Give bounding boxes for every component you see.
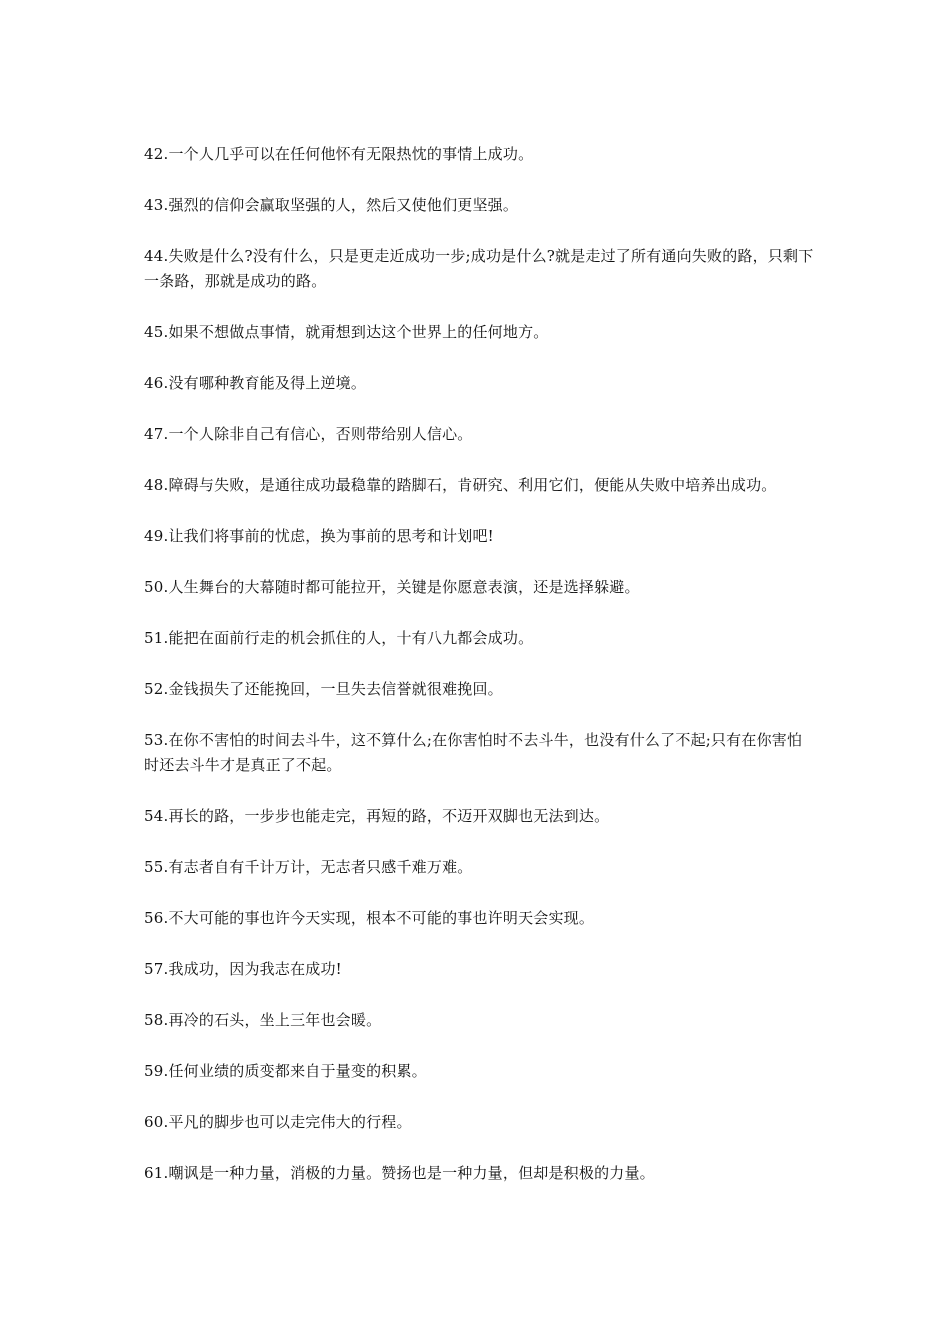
quote-item <box>144 320 814 345</box>
quote-number: 56. <box>144 909 169 927</box>
quote-number: 52. <box>144 680 169 698</box>
quote-item <box>144 422 814 447</box>
quote-text: 平凡的脚步也可以走完伟大的行程。 <box>168 1113 412 1131</box>
quote-number: 48. <box>144 476 169 494</box>
quote-number: 54. <box>144 807 169 825</box>
quote-text: 障碍与失败，是通往成功最稳靠的踏脚石，肯研究、利用它们，便能从失败中培养出成功。 <box>168 476 777 494</box>
quote-number: 50. <box>144 578 169 596</box>
quote-item <box>144 142 814 167</box>
quote-item <box>144 575 814 600</box>
quote-text: 在你不害怕的时间去斗牛，这不算什么;在你害怕时不去斗牛，也没有什么了不起;只有在你害怕时还去斗牛才是真正了不起。 <box>144 731 803 774</box>
quote-number: 53. <box>144 731 169 749</box>
quote-text: 不大可能的事也许今天实现，根本不可能的事也许明天会实现。 <box>168 909 595 927</box>
quote-item <box>144 728 814 778</box>
quote-number: 44. <box>144 247 169 265</box>
quote-item <box>144 626 814 651</box>
quote-text: 我成功，因为我志在成功! <box>168 960 342 978</box>
quote-text: 再冷的石头，坐上三年也会暖。 <box>168 1011 382 1029</box>
quote-text: 金钱损失了还能挽回，一旦失去信誉就很难挽回。 <box>168 680 503 698</box>
quote-number: 59. <box>144 1062 169 1080</box>
quote-item <box>144 1161 814 1186</box>
quote-number: 60. <box>144 1113 169 1131</box>
quote-number: 49. <box>144 527 169 545</box>
quote-list <box>144 142 814 1212</box>
quote-text: 能把在面前行走的机会抓住的人，十有八九都会成功。 <box>168 629 534 647</box>
quote-item <box>144 906 814 931</box>
quote-text: 再长的路，一步步也能走完，再短的路，不迈开双脚也无法到达。 <box>168 807 610 825</box>
quote-item <box>144 1110 814 1135</box>
quote-text: 如果不想做点事情，就甭想到达这个世界上的任何地方。 <box>168 323 549 341</box>
quote-item <box>144 804 814 829</box>
quote-number: 58. <box>144 1011 169 1029</box>
quote-item <box>144 1059 814 1084</box>
quote-text: 人生舞台的大幕随时都可能拉开，关键是你愿意表演，还是选择躲避。 <box>168 578 640 596</box>
quote-text: 有志者自有千计万计，无志者只感千难万难。 <box>168 858 473 876</box>
quote-item <box>144 524 814 549</box>
quote-number: 55. <box>144 858 169 876</box>
quote-item <box>144 244 814 294</box>
quote-text: 让我们将事前的忧虑，换为事前的思考和计划吧! <box>168 527 494 545</box>
quote-item <box>144 371 814 396</box>
quote-text: 没有哪种教育能及得上逆境。 <box>168 374 367 392</box>
quote-item <box>144 1008 814 1033</box>
quote-item <box>144 855 814 880</box>
quote-text: 强烈的信仰会赢取坚强的人，然后又使他们更坚强。 <box>168 196 519 214</box>
quote-number: 51. <box>144 629 169 647</box>
quote-text: 任何业绩的质变都来自于量变的积累。 <box>168 1062 427 1080</box>
quote-text: 一个人几乎可以在任何他怀有无限热忱的事情上成功。 <box>168 145 534 163</box>
quote-item <box>144 193 814 218</box>
quote-text: 嘲讽是一种力量，消极的力量。赞扬也是一种力量，但却是积极的力量。 <box>168 1164 655 1182</box>
quote-text: 一个人除非自己有信心，否则带给别人信心。 <box>168 425 473 443</box>
quote-number: 42. <box>144 145 169 163</box>
quote-item <box>144 473 814 498</box>
quote-number: 43. <box>144 196 169 214</box>
quote-number: 47. <box>144 425 169 443</box>
quote-text: 失败是什么?没有什么，只是更走近成功一步;成功是什么?就是走过了所有通向失败的路，只剩下一条路，那就是成功的路。 <box>144 247 814 290</box>
quote-item <box>144 677 814 702</box>
quote-item <box>144 957 814 982</box>
quote-number: 57. <box>144 960 169 978</box>
quote-number: 45. <box>144 323 169 341</box>
quote-number: 61. <box>144 1164 169 1182</box>
quote-number: 46. <box>144 374 169 392</box>
